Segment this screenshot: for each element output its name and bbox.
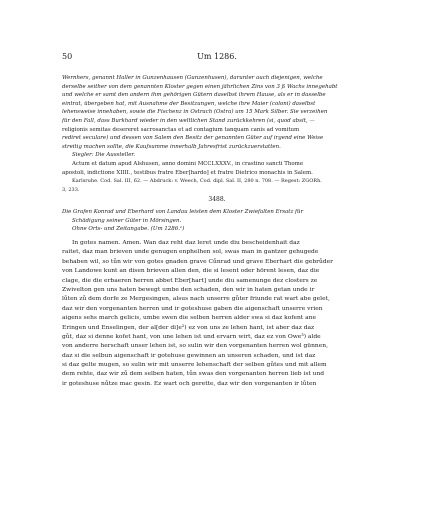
place-date: Ohne Orts- und Zeitangabe. (Um 1286.¹) [72, 226, 185, 233]
page-number: 50 [62, 52, 73, 61]
document-number: 3488. [208, 196, 226, 203]
summary-line: Die Grafen Konrad und Eberhard von Landau leisten dem Kloster Zwiefalten Ersatz für [62, 209, 304, 215]
body-line: behaben wil, so tůn wir von gotes gnaden grave Cůnrad und grave Eberhart die gebrůder [62, 257, 333, 265]
body-line: clage, die die erbaeren herren abbet Eber[hart] unde diu samenunge dez closters ze [62, 276, 318, 284]
body-line: In gotes namen. Amen. Wan daz reht daz leret unde diu bescheidenhait daz [72, 239, 300, 246]
reference-line: Karlsruhe. Cod. Sal. III, 62. — Abdruck: v. Weech, Cod. dipl. Sal. II, 280 n. 708. — Regest: ZGORh. [72, 178, 322, 185]
summary-line: Schädigung seiner Güter in Mörsingen. [72, 217, 182, 224]
body-line: si daz gelte mugen, so sulin wir mit unserre lehenschaft der selben gůtes und mit allem [62, 361, 327, 369]
body-line: von anderre herschaft unser lehen ist, so sulin wir den vorgenanten herren wol günnen, [62, 342, 328, 350]
text-line: Wernhers, genannt Haller in Gunzenhausen (Gunzenhusen), darunter auch diejenigen, welche [62, 75, 323, 81]
text-line: rediret seculare) und dessen von Salem den Besitz der genannten Güter auf irgend eine Weise [62, 135, 324, 142]
running-head: Um 1286. [197, 52, 237, 61]
body-line: Eringen und Enselingen, der al[der di]e²) ez von uns ze lehen hant, ist aber daz daz [62, 323, 315, 331]
body-line: von Landowe kunt an disen brieven allen den, die si lesent oder hörent lesen, daz die [62, 267, 320, 275]
text-line: religionis semitas desereret sacrosanctas et ad contagium tanquam canis ad vomitum [62, 126, 300, 133]
text-line: lehensweise innehaben, sowie die Fischenz in Ostrach (Ostra) um 15 Mark Silber. Sie verzeihen [62, 109, 328, 116]
sealer-line: Siegler: Die Aussteller. [72, 152, 136, 159]
text-line: für den Fall, dass Burkhard wieder in den weltlichen Stand zurückkehren (si, quod absit, — [62, 117, 315, 124]
body-line: raitet, daz man brieven unde genugen enphelhen sol, swas man in gantzer gehugede [62, 248, 319, 256]
body-line: ir goteshuse nůtze mac gesin. Ez wart och gerette, daz wir den vorgenanten ir lůten [62, 379, 317, 387]
body-line: lůten zů dem dorfe ze Mergesingen, alsus nach unserre gůter friunde rat wart abe gelet, [62, 295, 330, 303]
document-summary [62, 208, 372, 234]
text-line: eintrat, übergeben hat, mit Ausnahme der Besitzungen, welche ihre Maier (coloni) daselbst [62, 100, 316, 107]
body-line: daz si die selbun aigenschaft ir gotehuse gewinnen an unseren schaden, und ist daz [62, 351, 316, 359]
page-header [62, 52, 372, 64]
document-body [62, 238, 372, 388]
reference-line: 3, 233. [62, 186, 80, 193]
text-line: streitig machen sollte, die Kaufsumme innerhalb Jahresfrist zurückzuerstatten. [62, 143, 281, 150]
dating-line: Actum et datum apud Alshusen, anno domini MCCLXXXV., in crastino sancti Thome [72, 160, 304, 167]
body-line: gůt, daz si denne kofet hant, von une lehen ist und ervarn wirt, daz ez von Owe³) alde [62, 332, 321, 340]
text-line: und welche er samt den andern ihm gehörigen Gütern daselbst ihrem Hause, als er in dasselbe [62, 92, 326, 99]
body-line: aigens sehs march gelicis, umbe swen die selben herren alder swa si daz kofent ane [62, 314, 316, 322]
body-line: daz wir den vorgenanten herren und ir goteshuse gaben die aigenschaft unserre vrien [62, 304, 323, 312]
body-line: dem rehte, daz wir zů dem selben haten, tůn swas den vorgenanten herren lieb ist und [62, 370, 325, 378]
body-line: Zwivelton gen uns haten bewegt umbe den schaden, den wir in haten getan unde ir [62, 285, 315, 293]
text-line: derselbe seither von dem genannten Kloster gegen einen jährlichen Zins von 3 ß Wachs innegehabt [62, 83, 338, 90]
previous-document-tail [62, 74, 372, 194]
dating-line: apostoli, indictione XIIII., testibus fratre Eber[hardo] et fratre Dietrico monachis in Salem. [62, 169, 313, 176]
